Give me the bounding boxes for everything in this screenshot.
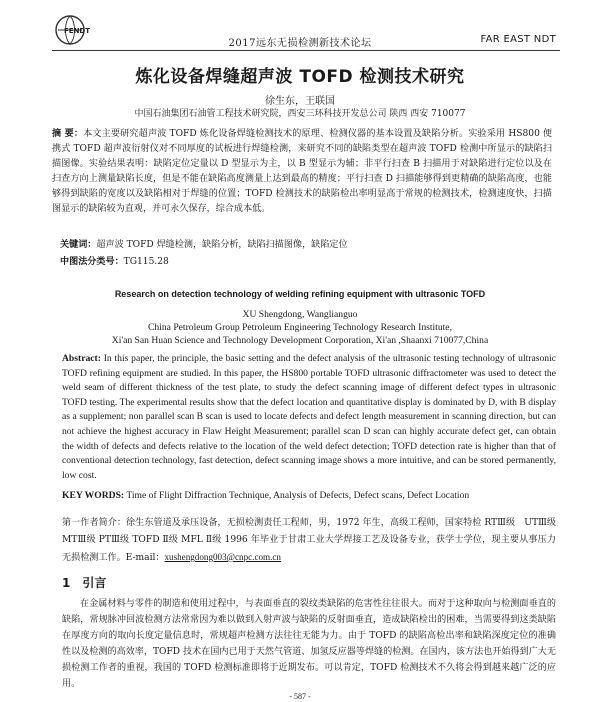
author-email-link[interactable]: xushengdong003@cnpc.com.cn (164, 552, 281, 562)
section-body: 在金属材料与零件的制造和使用过程中，与表面垂直的裂纹类缺陷的危害性往往很大。而对于这种取向与检测面垂直的缺陷，常规脉冲回波检测方法常常因为难以做到入射声波与缺陷的反射面垂直，造成缺陷检出的困难，当需要得到这类缺陷在厚度方向的取向长度定量信息时，常规超声检测方法往往无能为力。由于 TOFD 的缺陷高检出率和缺陷深度定位的准确性以及检测的高效率，TOFD 技术在国内已用于天然气管道、加氢反应器等焊缝的检测。在国内，该方法也开始得到广大无损检测工作者的重视，我国的 TOFD 检测标准即将于近期发布。可以肯定，TOFD 检测技术不久将会得到越来越广泛的应用。 (62, 599, 556, 689)
affiliation-en-line-2: Xi'an San Huan Science and Technology Development Corporation, Xi'an ,Shaanxi 710077,China (111, 335, 489, 346)
header-divider (52, 50, 560, 51)
author-bio-text: 第一作者简介：徐生东管道及承压设备，无损检测责任工程师，男，1972 年生，高级工程师，国家特检 RTⅢ级 UTⅢ级 MTⅢ级 PTⅢ级 TOFD Ⅱ级 MFL Ⅱ级 1996 年毕业于甘肃工业大学焊接工艺及设备专业，获学士学位，现主要从事压力无损检测工作。E-mail： (62, 518, 556, 563)
journal-name: FAR EAST NDT (480, 34, 556, 45)
affiliation-en-line-1: China Petroleum Group Petroleum Engineering Technology Research Institute, (148, 322, 452, 333)
author-bio (62, 515, 556, 567)
abstract-en (62, 352, 556, 483)
section-title: 引言 (82, 576, 107, 590)
abstract-cn-text: 本文主要研究超声波 TOFD 炼化设备焊缝检测技术的原理、检测仪器的基本设置及缺陷分析。实验采用 HS800 便携式 TOFD 超声波衍射仪对不同厚度的试板进行焊缝检测，来研究不同的缺陷类型在超声波 TOFD 检测中所显示的缺陷扫描图像。实验结果表明：缺陷定位定量以 D 型显示为主，以 B 型显示为辅；非平行扫查 B 扫描用于对缺陷进行定位以及在扫查方向上测量缺陷长度，但是不能在缺陷高度测量上达到最高的精度；平行扫查 D 扫描能够得到更精确的缺陷高度，也能够得到缺陷的宽度以及缺陷相对于焊缝的位置；TOFD 检测技术的缺陷检出率明显高于常规的检测技术，检测速度快，扫描图显示的缺陷较为直观，并可永久保存，综合成本低。 (52, 129, 553, 214)
keywords-cn (60, 237, 550, 250)
classification-cn-label: 中图法分类号： (60, 257, 124, 267)
conference-name: 2017远东无损检测新技术论坛 (228, 38, 372, 49)
page-header (0, 0, 600, 56)
abstract-cn-label: 摘 要： (52, 129, 84, 139)
section-number: 1 (62, 576, 71, 590)
abstract-en-text: In this paper, the principle, the basic setting and the defect analysis of the ultrasonic testing technology of ultrasonic TOFD refining equipment are studied. In this paper, the HS800 portable TOFD ultrasonic diffractometer was used to detect the weld seam of different thickness of the test plate, to study the defect scanning image of different defect types in ultrasonic TOFD testing. The experimental results show that the defect location and quantitative display is dominated by D, with B display as a supplement; non parallel scan B scan is used to locate defects and defect length measurement in scanning direction, but can not achieve the highest accuracy in Flaw Height Measurement; parallel scan D scan can highly accurate defect get, can obtain the width of defects and defects relative to the location of the weld defect detection; TOFD detection rate is higher than that of conventional detection technology, fast detection, defect scanning image shows a more intuitive, and can be stored permanently, low cost. (62, 353, 556, 481)
page-number: - 587 - (289, 692, 311, 701)
keywords-en-label: KEY WORDS: (62, 490, 125, 501)
authors-cn: 徐生东，王联国 (265, 96, 335, 107)
keywords-en (62, 490, 556, 501)
paper-title-cn: 炼化设备焊缝超声波 TOFD 检测技术研究 (135, 67, 465, 87)
section-heading (62, 574, 118, 591)
keywords-cn-text: 超声波 TOFD 焊缝检测，缺陷分析，缺陷扫描图像，缺陷定位 (96, 240, 348, 250)
authors-en: XU Shengdong, Wanglianguo (242, 309, 358, 320)
classification-cn (60, 254, 550, 267)
keywords-cn-label: 关键词： (60, 240, 97, 250)
logo-text: FENDT (64, 27, 91, 35)
abstract-en-label: Abstract: (62, 353, 101, 364)
keywords-en-text: Time of Flight Diffraction Technique, Analysis of Defects, Defect scans, Defect Location (126, 490, 470, 501)
abstract-cn (52, 127, 552, 217)
paper-title-en: Research on detection technology of welding refining equipment with ultrasonic TOFD (114, 289, 486, 299)
affiliation-cn: 中国石油集团石油管工程技术研究院，西安三环科技开发总公司 陕西 西安 710077 (134, 109, 466, 119)
classification-cn-text: TG115.28 (123, 257, 169, 267)
